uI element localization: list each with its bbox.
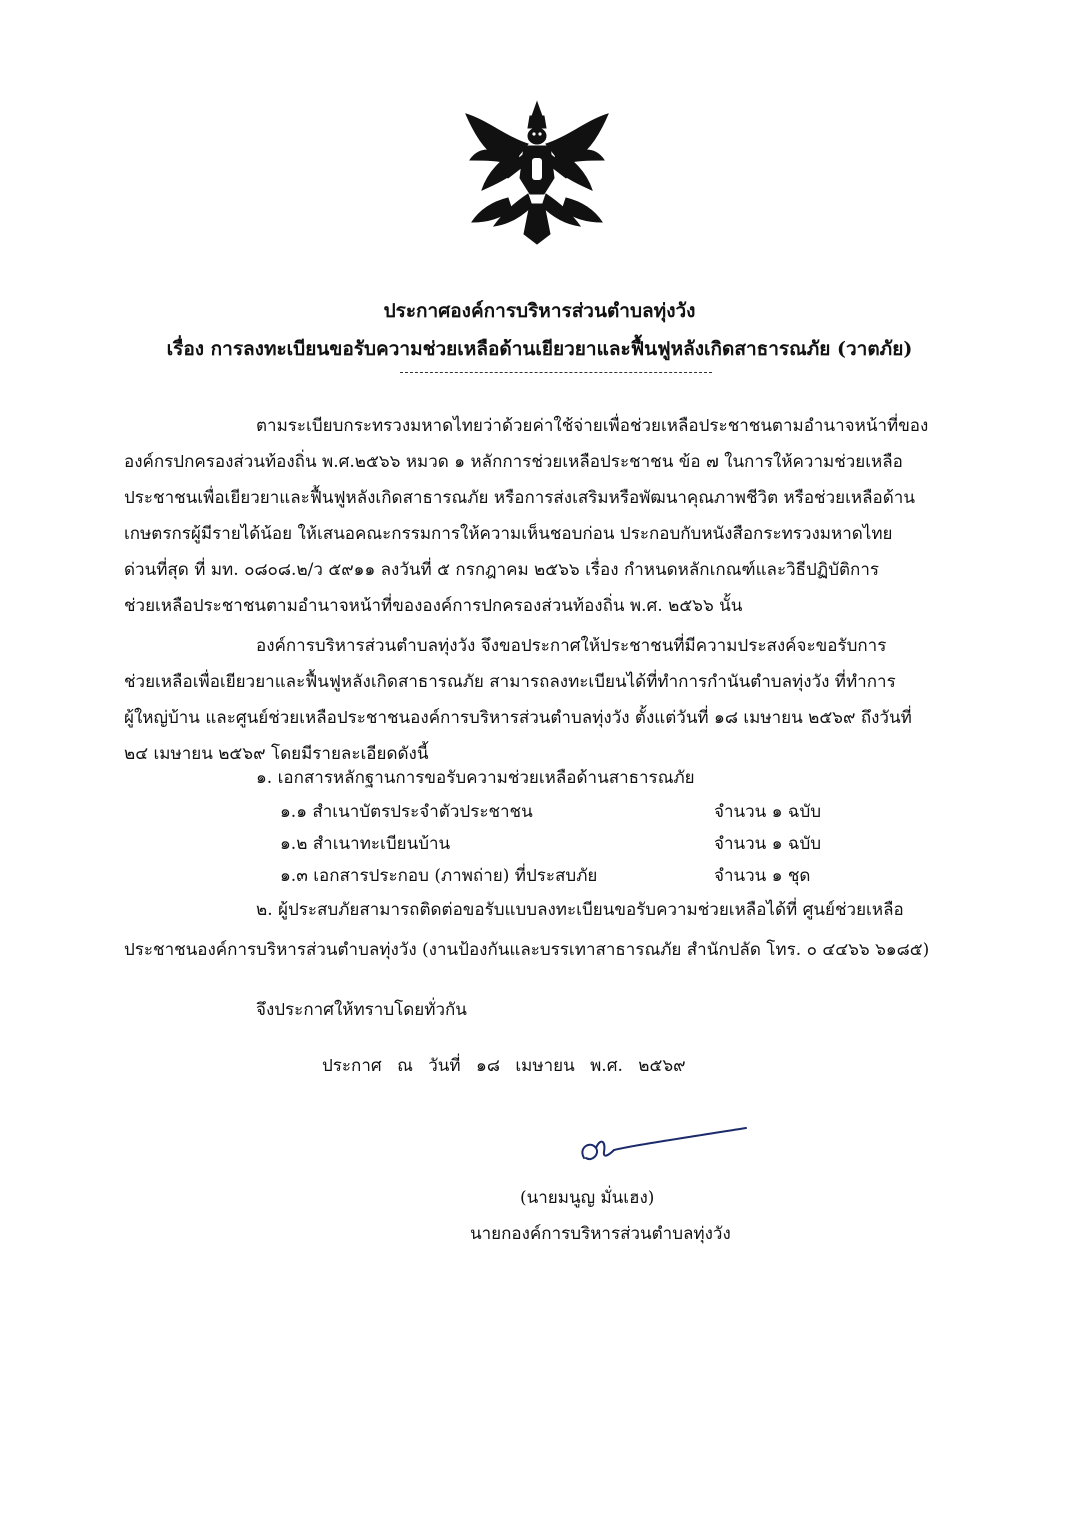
signatory-name: (นายมนูญ มั่นเฮง) <box>520 1188 655 1208</box>
handwritten-signature-icon <box>570 1118 750 1178</box>
list-item-contact: ๒. ผู้ประสบภัยสามารถติดต่อขอรับแบบลงทะเบียนขอรับความช่วยเหลือได้ที่ ศูนย์ช่วยเหลือ <box>256 900 904 920</box>
paragraph-line: ผู้ใหญ่บ้าน และศูนย์ช่วยเหลือประชาชนองค์การบริหารส่วนตำบลทุ่งวัง ตั้งแต่วันที่ ๑๘ เมษายน ๒๕๖๙ ถึงวันที่ <box>124 708 912 728</box>
signatory-position: นายกองค์การบริหารส่วนตำบลทุ่งวัง <box>470 1224 731 1244</box>
paragraph-line: ประชาชนเพื่อเยียวยาและฟื้นฟูหลังเกิดสาธารณภัย หรือการส่งเสริมหรือพัฒนาคุณภาพชีวิต หรือช่วยเหลือด้าน <box>124 488 915 508</box>
announcement-subject: เรื่อง การลงทะเบียนขอรับความช่วยเหลือด้านเยียวยาและฟื้นฟูหลังเกิดสาธารณภัย (วาตภัย) <box>166 338 913 360</box>
paragraph-line: ๒๔ เมษายน ๒๕๖๙ โดยมีรายละเอียดดังนี้ <box>124 744 429 764</box>
list-subitem-label: ๑.๒ สำเนาทะเบียนบ้าน <box>280 834 451 854</box>
announcement-date: ประกาศ ณ วันที่ ๑๘ เมษายน พ.ศ. ๒๕๖๙ <box>322 1056 686 1076</box>
announcement-title: ประกาศองค์การบริหารส่วนตำบลทุ่งวัง <box>383 300 696 322</box>
paragraph-line: ช่วยเหลือประชาชนตามอำนาจหน้าที่ขององค์การปกครองส่วนท้องถิ่น พ.ศ. ๒๕๖๖ นั้น <box>124 596 743 616</box>
list-subitem-label: ๑.๓ เอกสารประกอบ (ภาพถ่าย) ที่ประสบภัย <box>280 866 598 886</box>
title-divider <box>400 372 712 373</box>
paragraph-line: เกษตรกรผู้มีรายได้น้อย ให้เสนอคณะกรรมการให้ความเห็นชอบก่อน ประกอบกับหนังสือกระทรวงมหาดไทย <box>124 524 893 544</box>
list-item-contact-continued: ประชาชนองค์การบริหารส่วนตำบลทุ่งวัง (งานป้องกันและบรรเทาสาธารณภัย สำนักปลัด โทร. ๐ ๔๔๖๖ ๖๑๘๕) <box>124 940 930 960</box>
list-subitem-quantity: จำนวน ๑ ชุด <box>714 866 811 886</box>
garuda-emblem-icon <box>458 98 616 248</box>
paragraph-line: ด่วนที่สุด ที่ มท. ๐๘๐๘.๒/ว ๕๙๑๑ ลงวันที่ ๕ กรกฎาคม ๒๕๖๖ เรื่อง กำหนดหลักเกณฑ์และวิธีปฏิบัติการ <box>124 560 880 580</box>
paragraph-line: ช่วยเหลือเพื่อเยียวยาและฟื้นฟูหลังเกิดสาธารณภัย สามารถลงทะเบียนได้ที่ทำการกำนันตำบลทุ่งวัง ที่ทำการ <box>124 672 896 692</box>
paragraph-regulation <box>124 408 986 624</box>
paragraph-line: ตามระเบียบกระทรวงมหาดไทยว่าด้วยค่าใช้จ่ายเพื่อช่วยเหลือประชาชนตามอำนาจหน้าที่ของ <box>256 416 929 436</box>
list-subitem-quantity: จำนวน ๑ ฉบับ <box>714 834 822 854</box>
list-subitem-label: ๑.๑ สำเนาบัตรประจำตัวประชาชน <box>280 802 533 822</box>
paragraph-line: องค์การบริหารส่วนตำบลทุ่งวัง จึงขอประกาศให้ประชาชนที่มีความประสงค์จะขอรับการ <box>256 636 887 656</box>
closing-statement: จึงประกาศให้ทราบโดยทั่วกัน <box>256 1000 467 1020</box>
paragraph-registration <box>124 628 986 772</box>
list-item-documents: ๑. เอกสารหลักฐานการขอรับความช่วยเหลือด้านสาธารณภัย <box>256 768 695 788</box>
list-subitem-quantity: จำนวน ๑ ฉบับ <box>714 802 822 822</box>
paragraph-line: องค์กรปกครองส่วนท้องถิ่น พ.ศ.๒๕๖๖ หมวด ๑ หลักการช่วยเหลือประชาชน ข้อ ๗ ในการให้ความช่วยเหลือ <box>124 452 903 472</box>
